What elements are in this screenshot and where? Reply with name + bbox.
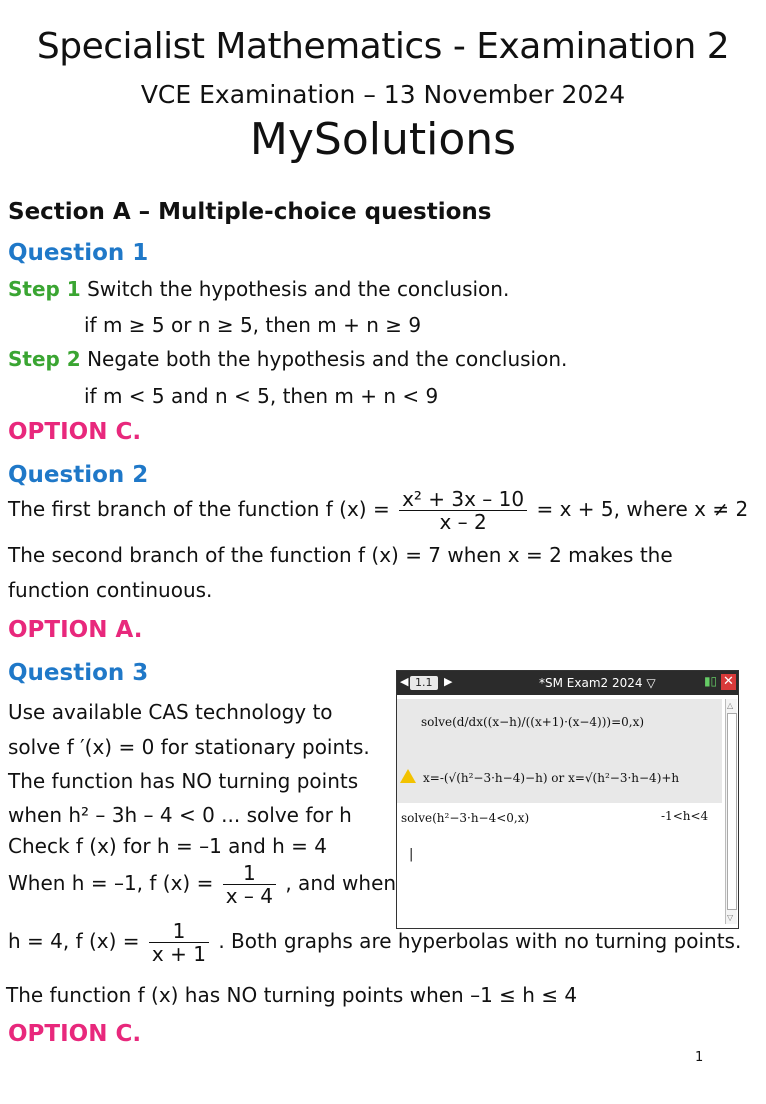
warning-icon	[400, 769, 416, 783]
prev-page-icon[interactable]: ◀	[400, 675, 409, 688]
q3-frac1-den: x – 4	[225, 884, 273, 908]
q1-step1	[8, 277, 509, 301]
q2-answer: OPTION A.	[8, 617, 143, 643]
document-title[interactable]: *SM Exam2 2024 ▽	[539, 676, 656, 690]
q3-frac2-den: x + 1	[151, 942, 206, 966]
q3-answer: OPTION C.	[8, 1021, 142, 1047]
q3-fraction-2	[149, 920, 209, 965]
cas-calculator-screen	[396, 670, 739, 929]
q3-frac2-num: 1	[149, 920, 209, 943]
q1-step2-label: Step 2	[8, 347, 81, 371]
q3-line3: The function has NO turning points	[8, 769, 359, 793]
page-title: Specialist Mathematics - Examination 2	[36, 26, 730, 67]
calc-scrollbar[interactable]	[725, 699, 737, 924]
q3-line6	[8, 862, 396, 907]
calc-entry-2: solve(h²−3·h−4<0,x)	[401, 811, 530, 825]
question-3-heading: Question 3	[8, 660, 149, 686]
q3-line6-a: When h = –1, f (x) =	[8, 871, 214, 895]
q2-fraction	[399, 488, 527, 533]
scroll-thumb[interactable]	[727, 713, 737, 910]
q1-answer: OPTION C.	[8, 419, 142, 445]
q3-line7-a: h = 4, f (x) =	[8, 929, 140, 953]
chevron-down-icon: ▽	[646, 676, 656, 690]
q3-frac1-num: 1	[223, 862, 276, 885]
section-heading: Section A – Multiple-choice questions	[8, 199, 492, 225]
q3-line2: solve f ′(x) = 0 for stationary points.	[8, 735, 370, 759]
q1-step1-label: Step 1	[8, 277, 81, 301]
battery-icon: ▮▯	[703, 674, 718, 688]
brand-title: MySolutions	[249, 114, 517, 165]
q2-line1	[8, 488, 748, 533]
q1-step1-text: Switch the hypothesis and the conclusion.	[87, 277, 510, 301]
q2-frac-num: x² + 3x – 10	[399, 488, 527, 511]
q3-line1: Use available CAS technology to	[8, 700, 333, 724]
scroll-down-icon[interactable]: ▽	[727, 913, 734, 922]
calc-history-entry-1[interactable]	[397, 699, 722, 803]
calculator-toolbar	[397, 671, 738, 695]
close-icon[interactable]: ✕	[721, 674, 736, 690]
q1-step2-math: if m < 5 and n < 5, then m + n < 9	[84, 384, 439, 408]
calc-input-cursor[interactable]: |	[409, 847, 414, 862]
q3-line6-b: , and when	[285, 871, 397, 895]
q2-line1-b: = x + 5, where x ≠ 2	[536, 497, 749, 521]
q1-step2	[8, 347, 567, 371]
q3-line5: Check f (x) for h = –1 and h = 4	[8, 834, 328, 858]
q3-line7-b: . Both graphs are hyperbolas with no turning points.	[218, 929, 742, 953]
q3-line4: when h² – 3h – 4 < 0 ... solve for h	[8, 803, 352, 827]
page-tab[interactable]: 1.1	[410, 676, 438, 690]
question-1-heading: Question 1	[8, 240, 149, 266]
question-2-heading: Question 2	[8, 462, 149, 488]
q3-fraction-1	[223, 862, 276, 907]
q2-frac-den: x – 2	[439, 510, 487, 534]
calc-result-2: -1<h<4	[661, 809, 709, 823]
q1-step2-text: Negate both the hypothesis and the conclusion.	[87, 347, 568, 371]
q2-line2: The second branch of the function f (x) = 7 when x = 2 makes the	[8, 543, 673, 567]
q2-line3: function continuous.	[8, 578, 213, 602]
calc-entry-1: solve(d/dx((x−h)/((x+1)·(x−4)))=0,x)	[421, 715, 645, 729]
q1-step1-math: if m ≥ 5 or n ≥ 5, then m + n ≥ 9	[84, 313, 422, 337]
calc-result-1: x=-(√(h²−3·h−4)−h) or x=√(h²−3·h−4)+h	[423, 771, 680, 785]
q2-line1-a: The first branch of the function f (x) =	[8, 497, 390, 521]
page-number: 1	[695, 1050, 704, 1065]
window-controls	[704, 674, 736, 690]
scroll-up-icon[interactable]: △	[727, 701, 734, 710]
next-page-icon[interactable]: ▶	[444, 675, 453, 688]
q3-line8: The function f (x) has NO turning points when –1 ≤ h ≤ 4	[6, 983, 578, 1007]
calc-history-entry-2[interactable]	[397, 803, 722, 838]
exam-subtitle: VCE Examination – 13 November 2024	[140, 80, 626, 109]
